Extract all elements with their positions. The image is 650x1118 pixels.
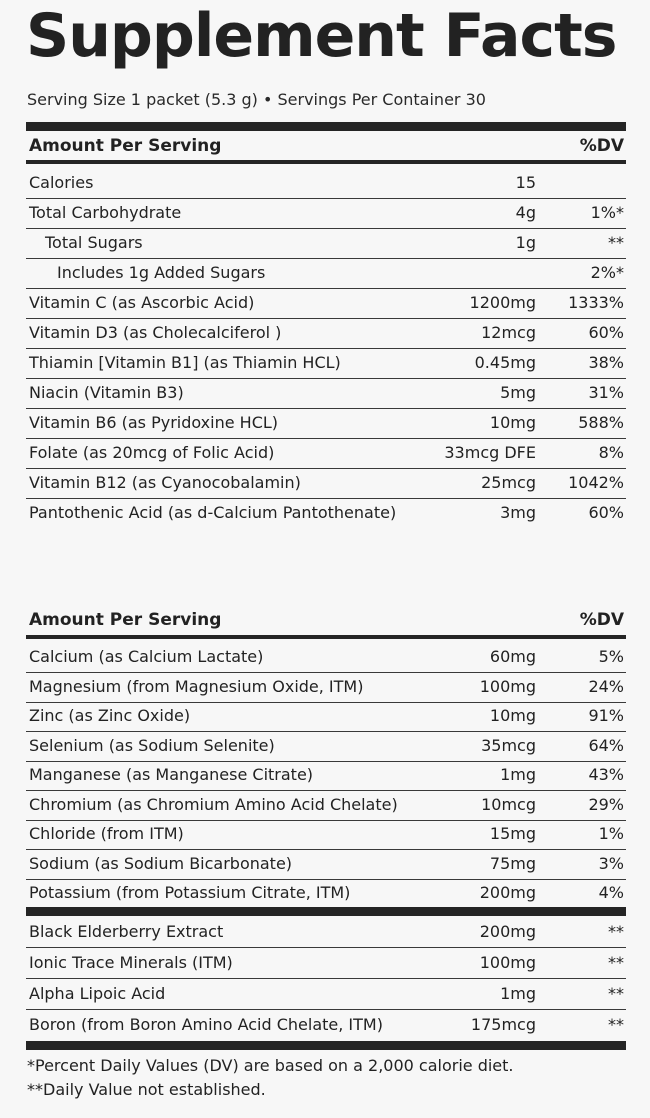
medium-divider — [26, 635, 626, 639]
nutrient-name: Total Sugars — [45, 233, 143, 252]
table-row — [26, 642, 626, 673]
nutrient-amount: 10mcg — [481, 794, 536, 814]
table-row — [26, 468, 626, 499]
table-row — [26, 408, 626, 439]
header-label: Amount Per Serving — [29, 610, 222, 630]
nutrient-dv: 29% — [588, 794, 624, 814]
header-dv: %DV — [579, 610, 624, 630]
table-row — [26, 701, 626, 732]
nutrient-amount: 15mg — [489, 824, 536, 843]
nutrient-dv: 60% — [588, 503, 624, 522]
nutrient-dv: 1042% — [568, 473, 624, 492]
nutrient-amount: 25mcg — [481, 473, 536, 492]
table-row — [26, 168, 626, 199]
nutrient-amount: 15 — [515, 173, 536, 192]
nutrient-dv: 8% — [598, 443, 624, 462]
nutrient-name: Chromium (as Chromium Amino Acid Chelate) — [29, 794, 398, 814]
nutrient-amount: 200mg — [479, 922, 536, 941]
nutrient-amount: 10mg — [489, 706, 536, 725]
nutrient-dv: 91% — [588, 706, 624, 725]
nutrient-name: Vitamin B6 (as Pyridoxine HCL) — [29, 413, 279, 432]
nutrient-dv: 24% — [588, 676, 624, 696]
nutrient-name: Niacin (Vitamin B3) — [29, 383, 184, 402]
serving-info: Serving Size 1 packet (5.3 g) • Servings Per Container 30 — [27, 90, 486, 109]
nutrient-dv: 3% — [598, 853, 624, 873]
table-row — [26, 228, 626, 259]
panel-header — [26, 605, 626, 636]
footnote-dv: *Percent Daily Values (DV) are based on a 2,000 calorie diet. — [27, 1056, 514, 1075]
table-row — [26, 378, 626, 409]
nutrient-dv: ** — [608, 233, 624, 252]
thick-divider — [26, 907, 626, 916]
nutrient-name: Pantothenic Acid (as d-Calcium Pantothenate) — [29, 503, 397, 522]
nutrient-amount: 100mg — [479, 953, 536, 972]
table-row — [26, 790, 626, 821]
table-row — [26, 258, 626, 289]
nutrient-name: Zinc (as Zinc Oxide) — [29, 706, 191, 725]
nutrient-name: Calcium (as Calcium Lactate) — [29, 647, 264, 666]
nutrient-name: Vitamin D3 (as Cholecalciferol ) — [29, 323, 282, 342]
nutrient-name: Boron (from Boron Amino Acid Chelate, ITM) — [29, 1015, 383, 1034]
nutrient-amount: 5mg — [500, 383, 536, 402]
nutrient-name: Black Elderberry Extract — [29, 922, 224, 941]
nutrient-name: Sodium (as Sodium Bicarbonate) — [29, 853, 293, 873]
nutrient-name: Vitamin B12 (as Cyanocobalamin) — [29, 473, 301, 492]
table-row — [26, 878, 626, 908]
nutrient-dv: ** — [608, 953, 624, 972]
nutrient-amount: 200mg — [479, 883, 536, 902]
nutrient-name: Folate (as 20mcg of Folic Acid) — [29, 443, 275, 462]
nutrient-amount: 100mg — [479, 676, 536, 696]
nutrient-dv: 5% — [598, 647, 624, 666]
nutrient-name: Selenium (as Sodium Selenite) — [29, 735, 275, 755]
nutrient-name: Thiamin [Vitamin B1] (as Thiamin HCL) — [29, 353, 341, 372]
nutrient-name: Total Carbohydrate — [29, 203, 182, 222]
nutrient-dv: 1% — [598, 824, 624, 843]
table-row — [26, 288, 626, 319]
nutrient-amount: 12mcg — [481, 323, 536, 342]
table-row — [26, 672, 626, 703]
nutrient-dv: 64% — [588, 735, 624, 755]
nutrient-dv: 588% — [578, 413, 624, 432]
nutrient-amount: 0.45mg — [474, 353, 536, 372]
table-row — [26, 979, 626, 1010]
table-row — [26, 1010, 626, 1040]
medium-divider — [26, 160, 626, 164]
nutrient-amount: 4g — [515, 203, 536, 222]
table-row — [26, 198, 626, 229]
thick-divider — [26, 122, 626, 131]
nutrient-name: Alpha Lipoic Acid — [29, 984, 166, 1003]
nutrient-name: Includes 1g Added Sugars — [57, 263, 266, 282]
nutrient-name: Chloride (from ITM) — [29, 824, 184, 843]
table-row — [26, 948, 626, 979]
nutrient-name: Potassium (from Potassium Citrate, ITM) — [29, 883, 351, 902]
panel-header — [26, 131, 626, 162]
table-row — [26, 438, 626, 469]
nutrient-dv: 4% — [598, 883, 624, 902]
nutrient-name: Calories — [29, 173, 94, 192]
nutrient-dv: 43% — [588, 765, 624, 784]
facts-panel-1 — [26, 122, 626, 532]
thick-divider — [26, 1041, 626, 1050]
nutrient-amount: 175mcg — [470, 1015, 536, 1034]
nutrient-dv: 2%* — [590, 263, 624, 282]
nutrient-amount: 35mcg — [481, 735, 536, 755]
page-title: Supplement Facts — [26, 1, 617, 71]
table-row — [26, 819, 626, 850]
nutrient-dv: ** — [608, 984, 624, 1003]
nutrient-amount: 3mg — [500, 503, 536, 522]
table-row — [26, 498, 626, 528]
table-row — [26, 849, 626, 880]
nutrient-amount: 10mg — [489, 413, 536, 432]
nutrient-amount: 60mg — [489, 647, 536, 666]
nutrient-dv: 1333% — [568, 293, 624, 312]
facts-panel-2 — [26, 598, 626, 1058]
nutrient-dv: 31% — [588, 383, 624, 402]
table-row — [26, 917, 626, 948]
nutrient-dv: 60% — [588, 323, 624, 342]
nutrient-dv: 38% — [588, 353, 624, 372]
nutrient-name: Vitamin C (as Ascorbic Acid) — [29, 293, 255, 312]
nutrient-name: Manganese (as Manganese Citrate) — [29, 765, 314, 784]
header-dv: %DV — [579, 136, 624, 156]
nutrient-amount: 1g — [515, 233, 536, 252]
table-row — [26, 348, 626, 379]
nutrient-name: Magnesium (from Magnesium Oxide, ITM) — [29, 676, 364, 696]
table-row — [26, 731, 626, 762]
nutrient-dv: ** — [608, 922, 624, 941]
table-row — [26, 760, 626, 791]
header-label: Amount Per Serving — [29, 136, 222, 156]
nutrient-amount: 1200mg — [469, 293, 536, 312]
nutrient-amount: 33mcg DFE — [444, 443, 536, 462]
table-row — [26, 318, 626, 349]
nutrient-amount: 1mg — [500, 984, 536, 1003]
nutrient-dv: ** — [608, 1015, 624, 1034]
nutrient-amount: 75mg — [489, 853, 536, 873]
nutrient-amount: 1mg — [500, 765, 536, 784]
nutrient-name: Ionic Trace Minerals (ITM) — [29, 953, 233, 972]
nutrient-dv: 1%* — [590, 203, 624, 222]
footnote-not-established: **Daily Value not established. — [27, 1080, 266, 1099]
